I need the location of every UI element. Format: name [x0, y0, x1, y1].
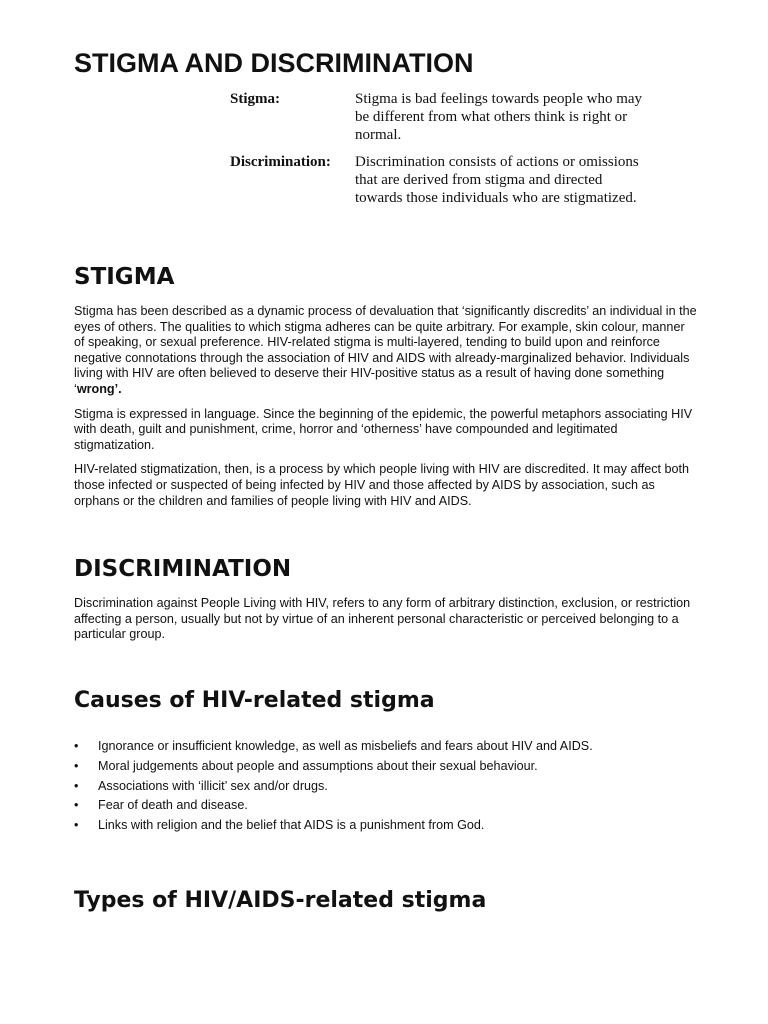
stigma-paragraph-3: HIV-related stigmatization, then, is a process by which people living with HIV are discredited. It may affect both those infected or suspected of being infected by HIV and those affected by AIDS by association, such as orphans or the children and families of people living with HIV and AIDS.: [74, 462, 690, 508]
bullet-icon: •: [74, 798, 79, 813]
discrimination-body: [74, 596, 698, 652]
list-item: [74, 739, 698, 754]
bullet-icon: •: [74, 758, 79, 773]
list-item-text: Ignorance or insufficient knowledge, as well as misbeliefs and fears about HIV and AIDS.: [98, 739, 593, 753]
bullet-icon: •: [74, 818, 79, 833]
page-title: STIGMA AND DISCRIMINATION: [74, 48, 474, 78]
stigma-paragraph-1-text: Stigma has been described as a dynamic process of devaluation that ‘significantly discredits’ an individual in the eyes of others. The qualities to which stigma adheres can be quite arbitrary. For example, skin colour, manner of speaking, or sexual preference. HIV-related stigma is multi-layered, tending to build upon and reinforce negative connotations through the association of HIV and AIDS with already-marginalized behavior. Individuals living with HIV are often believed to deserve their HIV-positive status as a result of having done something ‘: [74, 304, 697, 396]
discrimination-heading: DISCRIMINATION: [74, 556, 292, 582]
definition-term: Stigma:: [230, 91, 280, 107]
list-item: [74, 779, 698, 794]
definition-term: Discrimination:: [230, 154, 331, 170]
definition-row-discrimination: [230, 153, 660, 207]
stigma-body: [74, 304, 698, 518]
list-item-text: Links with religion and the belief that AIDS is a punishment from God.: [98, 818, 485, 833]
causes-list: [74, 739, 698, 838]
stigma-paragraph-1: [74, 304, 698, 398]
list-item: [74, 818, 698, 833]
definition-text: Stigma is bad feelings towards people who may be different from what others think is right or normal.: [355, 91, 643, 143]
discrimination-paragraph-1: Discrimination against People Living with HIV, refers to any form of arbitrary distinction, exclusion, or restriction affecting a person, usually but not by virtue of an inherent personal characteristic or perceived belonging to a particular group.: [74, 596, 691, 642]
bullet-icon: •: [74, 739, 79, 753]
list-item-text: Fear of death and disease.: [98, 798, 248, 813]
stigma-heading: STIGMA: [74, 264, 175, 290]
list-item-text: Associations with ‘illicit’ sex and/or drugs.: [98, 778, 328, 793]
list-item-text: Moral judgements about people and assumptions about their sexual behaviour.: [98, 758, 538, 773]
definitions-table: [230, 90, 660, 216]
definition-text: Discrimination consists of actions or omissions that are derived from stigma and directed towards those individuals who are stigmatized.: [355, 154, 639, 206]
stigma-paragraph-1-bold: wrong’.: [76, 381, 122, 396]
definition-row-stigma: [230, 90, 660, 144]
types-heading: Types of HIV/AIDS-related stigma: [74, 888, 487, 913]
list-item: [74, 759, 698, 774]
causes-heading: Causes of HIV-related stigma: [74, 688, 435, 713]
bullet-icon: •: [74, 778, 79, 793]
stigma-paragraph-2: Stigma is expressed in language. Since the beginning of the epidemic, the powerful metaphors associating HIV with death, guilt and punishment, crime, horror and ‘otherness’ have compounded and legitimated stigmatization.: [74, 406, 693, 452]
list-item: [74, 798, 698, 813]
